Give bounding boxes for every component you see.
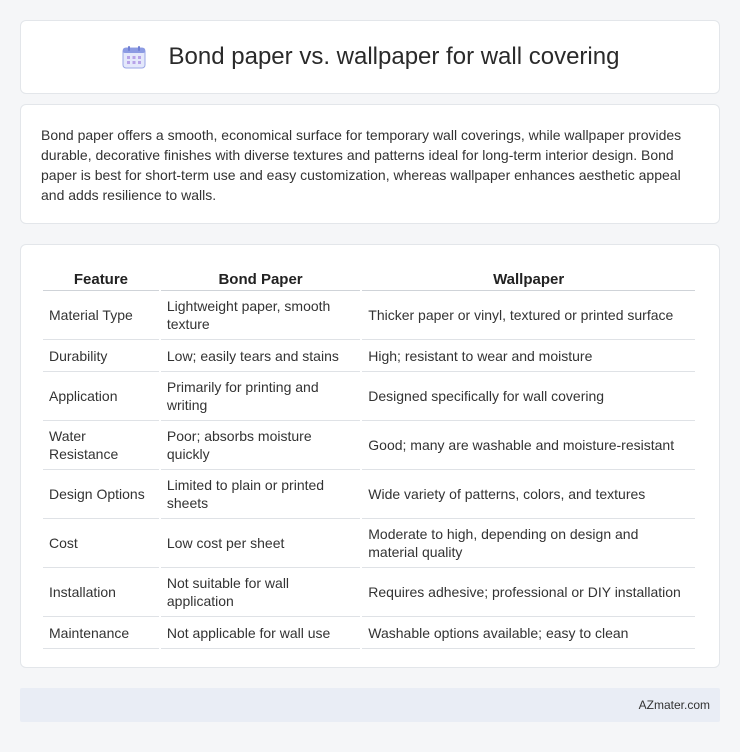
cell-bond-paper: Low; easily tears and stains [161,340,360,372]
table-row [43,291,695,340]
cell-bond-paper: Limited to plain or printed sheets [161,470,360,519]
table-row [43,617,695,649]
cell-feature: Water Resistance [43,421,159,470]
header-bond-paper: Bond Paper [161,265,360,291]
title-card [20,20,720,94]
table-row [43,568,695,617]
header-feature: Feature [43,265,159,291]
cell-wallpaper: Good; many are washable and moisture-resistant [362,421,695,470]
cell-bond-paper: Not suitable for wall application [161,568,360,617]
cell-feature: Maintenance [43,617,159,649]
cell-wallpaper: Moderate to high, depending on design and material quality [362,519,695,568]
comparison-table [41,265,697,649]
calendar-icon [121,44,147,70]
cell-wallpaper: High; resistant to wear and moisture [362,340,695,372]
cell-feature: Design Options [43,470,159,519]
table-row [43,470,695,519]
header-wallpaper: Wallpaper [362,265,695,291]
cell-wallpaper: Designed specifically for wall covering [362,372,695,421]
footer [20,688,720,722]
table-header-row [43,265,695,291]
cell-wallpaper: Requires adhesive; professional or DIY installation [362,568,695,617]
comparison-table-card [20,244,720,668]
cell-wallpaper: Thicker paper or vinyl, textured or printed surface [362,291,695,340]
cell-feature: Material Type [43,291,159,340]
table-row [43,340,695,372]
cell-wallpaper: Washable options available; easy to clean [362,617,695,649]
cell-bond-paper: Not applicable for wall use [161,617,360,649]
cell-bond-paper: Low cost per sheet [161,519,360,568]
title-wrap [121,43,620,71]
table-row [43,421,695,470]
cell-wallpaper: Wide variety of patterns, colors, and textures [362,470,695,519]
page-title: Bond paper vs. wallpaper for wall covering [168,43,620,70]
cell-bond-paper: Primarily for printing and writing [161,372,360,421]
summary-text: Bond paper offers a smooth, economical surface for temporary wall coverings, while wallpaper provides durable, decorative finishes with diverse textures and patterns ideal for long-term interior design. Bond paper is best for short-term use and easy customization, whereas wallpaper enhances aesthetic appeal and adds resilience to walls. [41,127,682,203]
cell-bond-paper: Lightweight paper, smooth texture [161,291,360,340]
summary-card [20,104,720,224]
table-row [43,519,695,568]
cell-feature: Durability [43,340,159,372]
table-row [43,372,695,421]
cell-bond-paper: Poor; absorbs moisture quickly [161,421,360,470]
cell-feature: Installation [43,568,159,617]
cell-feature: Application [43,372,159,421]
cell-feature: Cost [43,519,159,568]
footer-site-link[interactable]: AZmater.com [638,698,710,712]
